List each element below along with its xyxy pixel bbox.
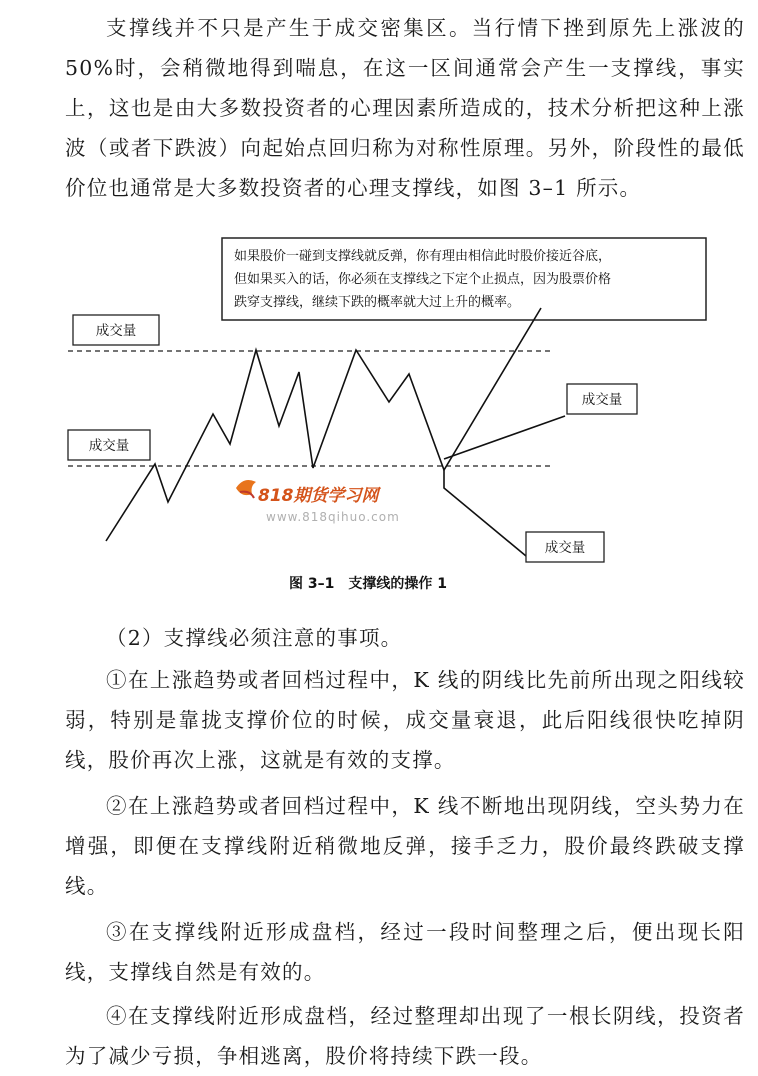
volume-label-bottom: 成交量 <box>544 540 586 556</box>
paragraph-item-4: ④在支撑线附近形成盘档，经过整理却出现了一根长阴线，投资者为了减少亏损，争相逃离，股价将持续下跌一段。 <box>65 1004 745 1068</box>
support-line-diagram <box>0 226 758 616</box>
paragraph-item-2: ②在上涨趋势或者回档过程中，K 线不断地出现阴线，空头势力在增强，即便在支撑线附近稍微地反弹，接手乏力，股价最终跌破支撑线。 <box>65 794 745 898</box>
volume-label-upper: 成交量 <box>95 323 137 339</box>
note-line-3: 跌穿支撑线，继续下跌的概率就大过上升的概率。 <box>234 295 521 310</box>
watermark <box>236 480 400 524</box>
price-path <box>106 308 541 541</box>
paragraph-item-3: ③在支撑线附近形成盘档，经过一段时间整理之后，便出现长阳线，支撑线自然是有效的。 <box>65 920 745 984</box>
rebound-branch <box>444 416 565 459</box>
note-line-1: 如果股价一碰到支撑线就反弹，你有理由相信此时股价接近谷底， <box>234 249 612 264</box>
watermark-flame-icon <box>236 480 256 495</box>
figure-3-1 <box>0 226 758 616</box>
watermark-url: www.818qihuo.com <box>266 510 400 524</box>
note-line-2: 但如果买入的话，你必须在支撑线之下定个止损点，因为股票价格 <box>234 272 612 287</box>
section-heading: （2）支撑线必须注意的事项。 <box>106 626 403 650</box>
watermark-main-text: 818期货学习网 <box>258 486 379 506</box>
paragraph-intro: 支撑线并不只是产生于成交密集区。当行情下挫到原先上涨波的50%时，会稍微地得到喘息，在这一区间通常会产生一支撑线，事实上，这也是由大多数投资者的心理因素所造成的，技术分析把这种上涨波（或者下跌波）向起始点回归称为对称性原理。另外，阶段性的最低价位也通常是大多数投资者的心理支撑线，如图 3–1 所示。 <box>65 16 745 200</box>
figure-caption: 图 3–1 支撑线的操作 1 <box>289 576 447 592</box>
breakdown-branch <box>444 470 526 556</box>
volume-label-lower: 成交量 <box>88 438 130 454</box>
volume-label-right: 成交量 <box>581 392 623 408</box>
paragraph-item-1: ①在上涨趋势或者回档过程中，K 线的阴线比先前所出现之阳线较弱，特别是靠拢支撑价位的时候，成交量衰退，此后阳线很快吃掉阴线，股价再次上涨，这就是有效的支撑。 <box>65 668 745 772</box>
